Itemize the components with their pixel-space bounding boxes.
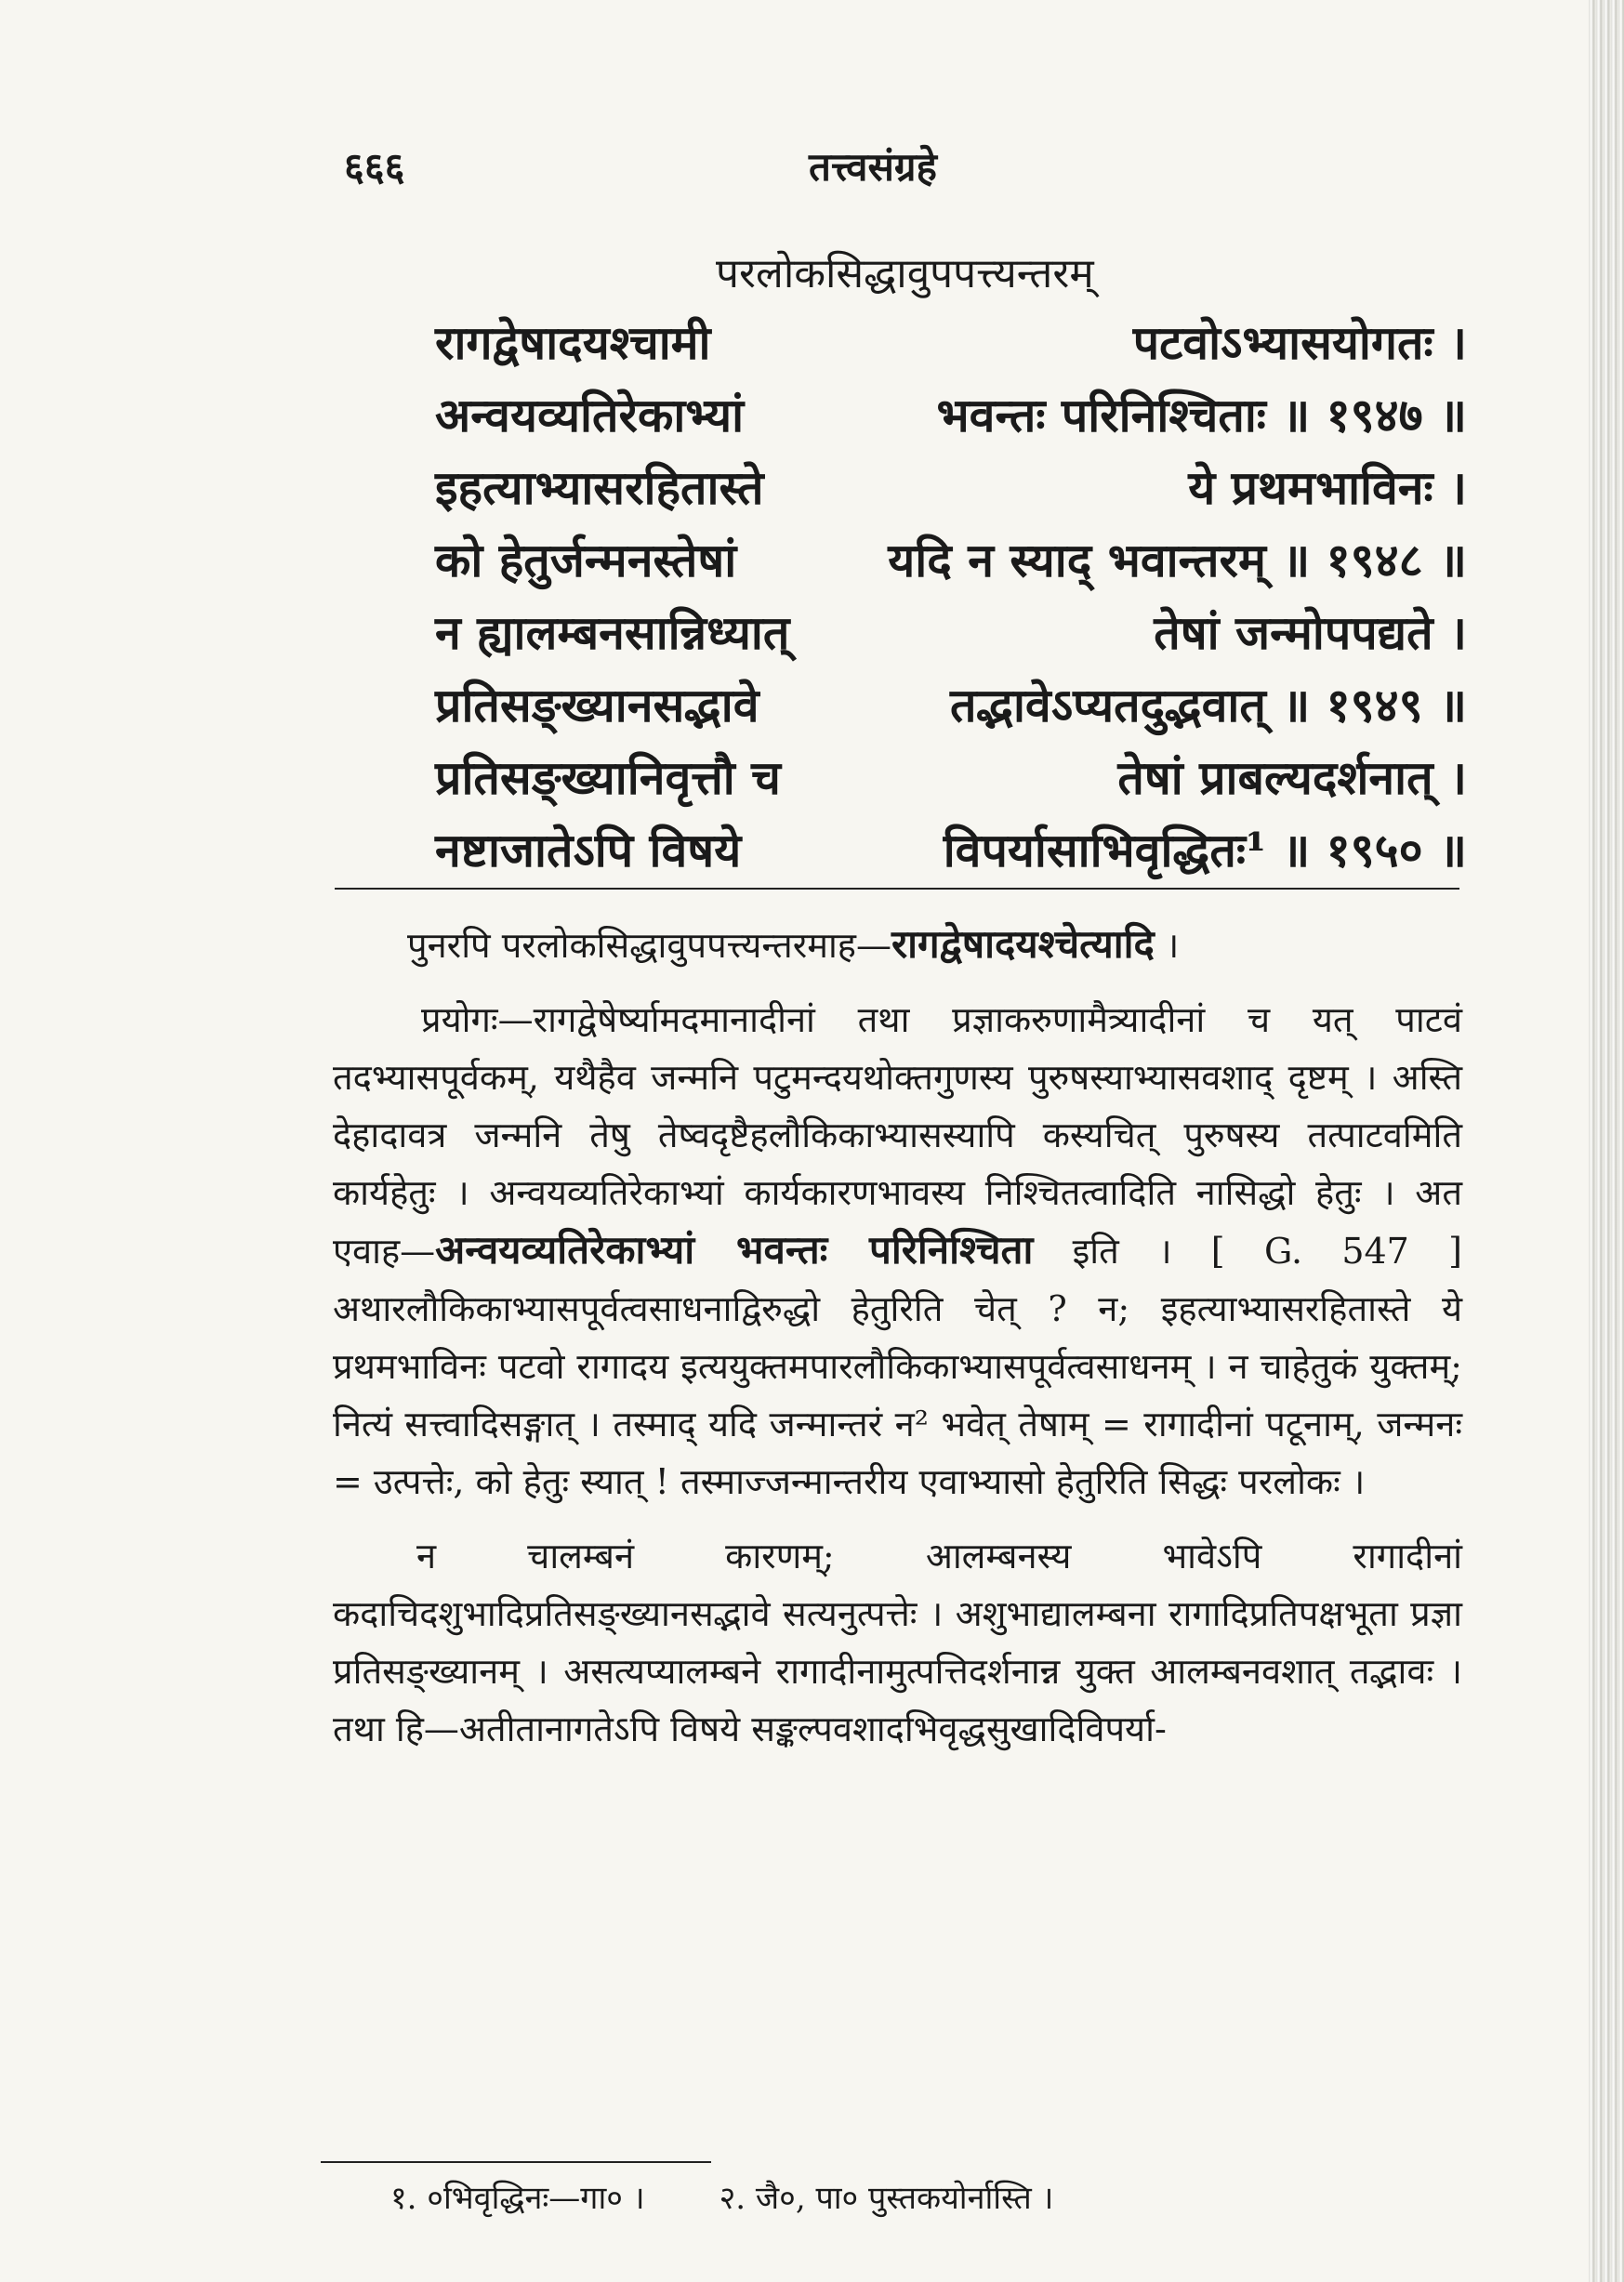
verse-second-half: तेषां जन्मोपपद्यते । bbox=[1154, 605, 1467, 660]
verse-first-half: रागद्वेषादयश्चामी bbox=[435, 315, 711, 370]
verse-second-half: विपर्यासाभिवृद्धितः¹ ॥ १९५० ॥ bbox=[943, 823, 1467, 877]
verse-line bbox=[435, 814, 1467, 887]
verse-line bbox=[435, 379, 1467, 452]
verse-line bbox=[435, 452, 1467, 524]
page-number: ६६६ bbox=[344, 144, 405, 190]
commentary-text: इति । [ G. 547 ] अथारलौकिकाभ्यासपूर्वत्वसाधनाद्विरुद्धो हेतुरिति चेत् ? न; इहत्याभ्यासरहितास्ते ये प्रथमभाविनः पटवो रागादय इत्ययुक्तमपारलौकिकाभ्यासपूर्वत्वसाधनम् । न चाहेतुकं युक्तम्; नित्यं सत्त्वादिसङ्गात् । तस्माद् यदि जन्मान्तरं न² भवेत् तेषाम् = रागादीनां पटूनाम्, जन्मनः = उत्पत्तेः, को हेतुः स्यात् ! तस्माज्जन्मान्तरीय एवाभ्यासो हेतुरिति सिद्धः परलोकः । bbox=[333, 1231, 1462, 1502]
verse-line bbox=[435, 524, 1467, 597]
footnote-rule bbox=[321, 2161, 711, 2163]
verse-heading: परलोकसिद्धावुपपत्त्यन्तरम् bbox=[716, 250, 1094, 297]
commentary-text: प्रयोगः—रागद्वेषेर्ष्यामदमानादीनां तथा प्रज्ञाकरुणामैत्र्यादीनां च यत् पाटवं तदभ्यासपूर्वकम्, यथैहैव जन्मनि पटुमन्दयथोक्तगुणस्य पुरुषस्याभ्यासवशाद् दृष्टम् । अस्ति देहादावत्र जन्मनि तेषु तेष्वदृष्टैहलौकिकाभ्यासस्यापि कस्यचित् पुरुषस्य तत्पाटवमिति कार्यहेतुः । अन्वयव्यतिरेकाभ्यां कार्यकारणभावस्य निश्चितत्वादिति नासिद्धो हेतुः । अत एवाह— bbox=[333, 999, 1462, 1272]
verse-first-half: नष्टाजातेऽपि विषये bbox=[435, 823, 742, 877]
verse-line bbox=[435, 597, 1467, 669]
verse-first-half: न ह्यालम्बनसान्निध्यात् bbox=[435, 605, 790, 660]
commentary-paragraph-2 bbox=[333, 991, 1462, 1510]
verse-second-half: तेषां प्राबल्यदर्शनात् । bbox=[1117, 750, 1467, 805]
verse-line bbox=[435, 742, 1467, 814]
verse-second-half: पटवोऽभ्यासयोगतः । bbox=[1132, 315, 1467, 370]
verse-first-half: को हेतुर्जन्मनस्तेषां bbox=[435, 533, 737, 587]
commentary-paragraph-1 bbox=[333, 916, 1462, 974]
verse-line bbox=[435, 307, 1467, 379]
verse-first-half: अन्वयव्यतिरेकाभ्यां bbox=[435, 388, 745, 442]
verse-first-half: इहत्याभ्यासरहितास्ते bbox=[435, 460, 764, 515]
running-title: तत्त्वसंग्रहे bbox=[809, 144, 937, 190]
footnotes bbox=[390, 2175, 1053, 2218]
verse-second-half: भवन्तः परिनिश्चिताः ॥ १९४७ ॥ bbox=[936, 388, 1467, 442]
verse-second-half: यदि न स्याद् भवान्तरम् ॥ १९४८ ॥ bbox=[888, 533, 1467, 587]
verse-divider-rule bbox=[335, 888, 1459, 890]
commentary-pratika: रागद्वेषादयश्चेत्यादि bbox=[891, 921, 1155, 967]
verse-line bbox=[435, 669, 1467, 742]
verse-block bbox=[435, 307, 1467, 887]
verse-second-half: तद्भावेऽप्यतदुद्भवात् ॥ १९४९ ॥ bbox=[950, 678, 1467, 732]
commentary-pratika: अन्वयव्यतिरेकाभ्यां भवन्तः परिनिश्चिता bbox=[435, 1227, 1034, 1273]
verse-second-half: ये प्रथमभाविनः । bbox=[1188, 460, 1467, 515]
commentary bbox=[333, 916, 1462, 1774]
page-header bbox=[344, 139, 1422, 195]
verse-first-half: प्रतिसङ्ख्यानिवृत्तौ च bbox=[435, 750, 781, 805]
footnote: १. ०भिवृद्धिनः—गा० । bbox=[390, 2180, 645, 2217]
commentary-text: । bbox=[1154, 925, 1180, 966]
verse-first-half: प्रतिसङ्ख्यानसद्भावे bbox=[435, 678, 759, 732]
commentary-text: पुनरपि परलोकसिद्धावुपपत्त्यन्तरमाह— bbox=[407, 925, 891, 966]
page-edge-shadow bbox=[1589, 0, 1624, 2282]
commentary-paragraph-3: न चालम्बनं कारणम्; आलम्बनस्य भावेऽपि रागादीनां कदाचिदशुभादिप्रतिसङ्ख्यानसद्भावे सत्यनुत्पत्तेः । अशुभाद्यालम्बना रागादिप्रतिपक्षभूता प्रज्ञा प्रतिसङ्ख्यानम् । असत्यप्यालम्बने रागादीनामुत्पत्तिदर्शनान्न युक्त आलम्बनवशात् तद्भावः । तथा हि—अतीतानागतेऽपि विषये सङ्कल्पवशादभिवृद्धसुखादिविपर्या- bbox=[333, 1536, 1462, 1749]
footnote: २. जै०, पा० पुस्तकयोर्नास्ति । bbox=[719, 2180, 1054, 2217]
